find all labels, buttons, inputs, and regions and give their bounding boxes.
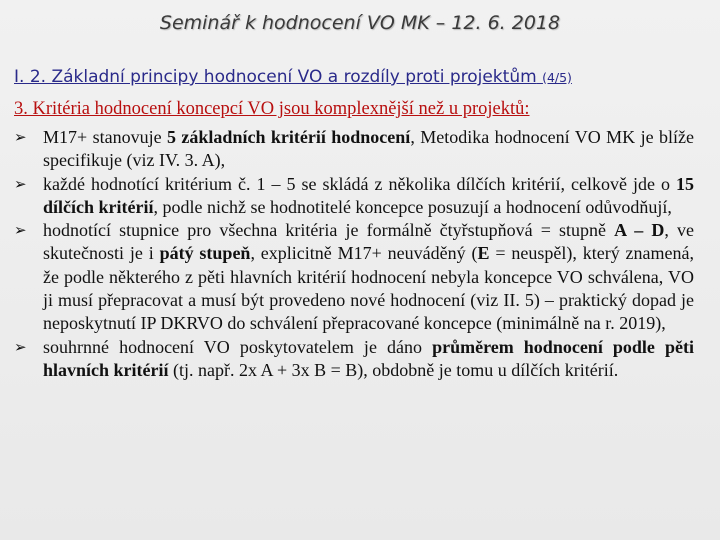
criteria-heading: 3. Kritéria hodnocení koncepcí VO jsou komplexnější než u projektů:	[14, 99, 530, 119]
arrowhead-bullet-icon: ➢	[14, 221, 27, 240]
bullet-emphasis: pátý stupeň	[159, 243, 251, 264]
bullet-text: hodnotící stupnice pro všechna kritéria je formálně čtyřstupňová = stupně	[43, 220, 615, 241]
bullet-emphasis: A – D	[614, 220, 665, 241]
bullet-emphasis: 15 dílčích kritérií	[43, 173, 694, 217]
section-heading-text: I. 2. Základní principy hodnocení VO a rozdíly proti projektům	[14, 67, 537, 87]
arrowhead-bullet-icon: ➢	[14, 337, 27, 356]
bullet-text: , podle nichž se hodnotitelé koncepce posuzují a hodnocení odůvodňují,	[153, 196, 672, 217]
bullet-text: = neuspěl), který znamená, že podle některého z pěti hlavních kritérií hodnocení nebyla koncepce VO schválena, VO ji musí přepracovat a musí být provedeno nové hodnocení (viz II. 5) – praktický dopad je neposkytnutí IP DKRVO do schválení přepracované koncepce (minimálně na r. 2019),	[43, 243, 695, 334]
bullet-emphasis: průměrem hodnocení podle pěti hlavních kritérií	[43, 336, 694, 380]
bullet-text: (tj. např. 2x A + 3x B = B), obdobně je tomu u dílčích kritérií.	[168, 359, 619, 380]
bullet-emphasis: 5 základních kritérií hodnocení	[167, 127, 411, 147]
bullet-item	[14, 219, 694, 335]
arrowhead-bullet-icon: ➢	[14, 174, 27, 193]
bullet-text: , ve skutečnosti je i	[43, 220, 694, 264]
section-heading	[14, 67, 704, 87]
bullet-text: , explicitně M17+ neuváděný (	[250, 243, 478, 264]
bullet-text: každé hodnotící kritérium č. 1 – 5 se skládá z několika dílčích kritérií, celkově jde o	[43, 173, 676, 194]
arrowhead-bullet-icon: ➢	[14, 128, 27, 146]
bullet-item	[14, 126, 694, 173]
bullet-text: M17+ stanovuje	[43, 127, 167, 147]
bullet-text: souhrnné hodnocení VO poskytovatelem je dáno	[43, 336, 433, 357]
bullet-text: , Metodika hodnocení VO MK je blíže specifikuje (viz IV. 3. A),	[43, 127, 694, 171]
bullet-emphasis: E	[477, 243, 490, 264]
page-indicator: (4/5)	[542, 70, 572, 85]
bullet-list	[14, 126, 694, 382]
slide-title: Seminář k hodnocení VO MK – 12. 6. 2018	[159, 12, 561, 34]
bullet-item	[14, 336, 694, 383]
bullet-item	[14, 173, 694, 220]
